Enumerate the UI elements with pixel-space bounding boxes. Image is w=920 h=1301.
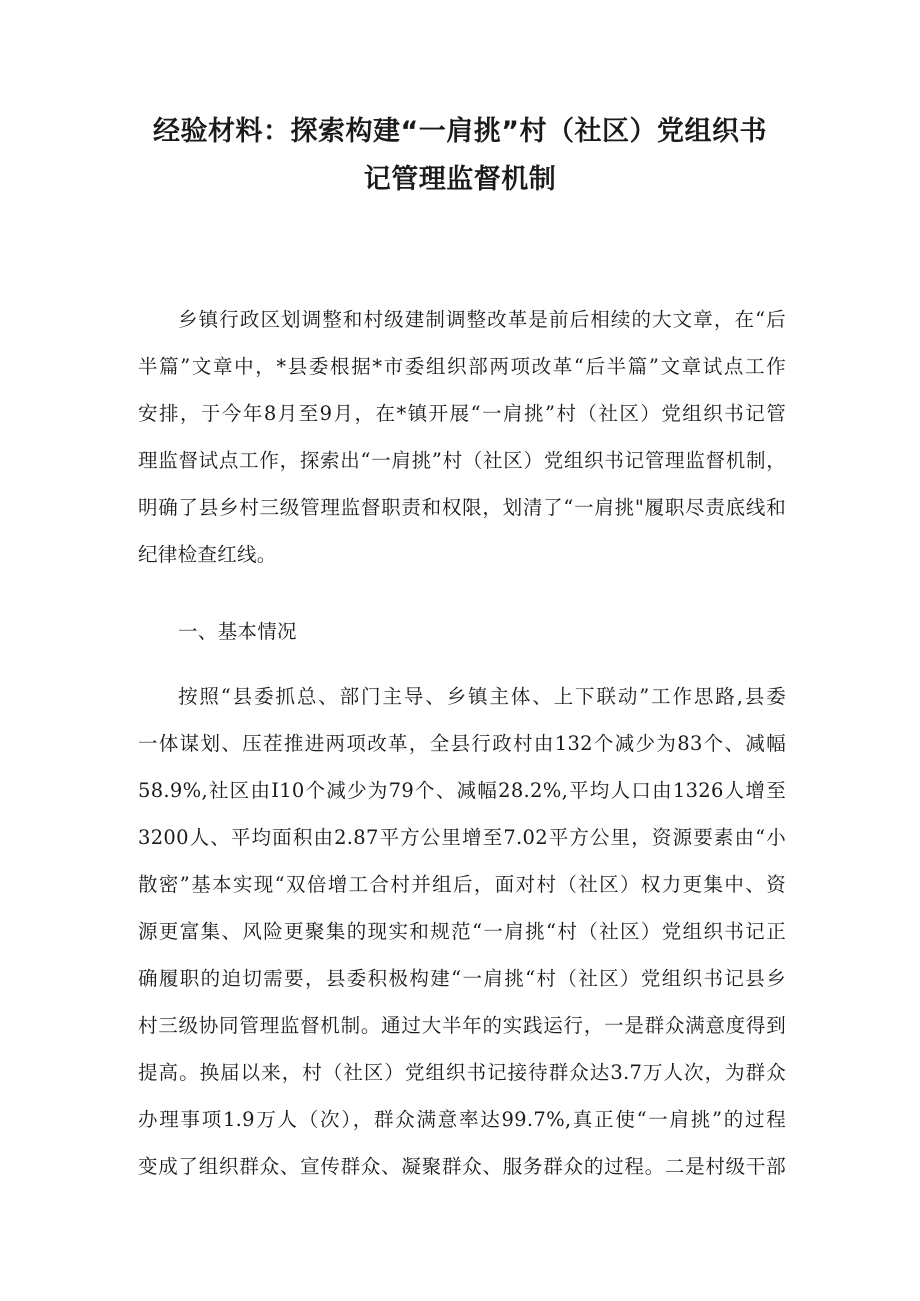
paragraph-line: 确履职的迫切需要，县委积极构建“一肩挑“村（社区）党组织书记县乡 [138,967,786,990]
document-title [130,108,790,204]
paragraph-line: 按照“县委抓总、部门主导、乡镇主体、上下联动”工作思路,县委 [178,685,786,708]
section-heading: 一、基本情况 [178,620,297,643]
paragraph-line: 3200人、平均面积由2.87平方公里增至7.02平方公里，资源要素由“小 [138,826,786,849]
paragraph-line: 源更富集、风险更聚集的现实和规范“一肩挑“村（社区）党组织书记正 [138,920,786,943]
title-line: 记管理监督机制 [363,164,557,195]
paragraph-line: 安排，于今年8月至9月，在*镇开展“一肩挑”村（社区）党组织书记管 [138,402,786,425]
paragraph-line: 办理事项1.9万人（次），群众满意率达99.7%,真正使“一肩挑”的过程 [138,1108,786,1131]
paragraph-line: 58.9%,社区由I10个减少为79个、减幅28.2%,平均人口由1326人增至 [138,779,786,802]
paragraph-line: 半篇”文章中，*县委根据*市委组织部两项改革“后半篇”文章试点工作 [138,355,786,378]
paragraph-line: 散密”基本实现“双倍增工合村并组后，面对村（社区）权力更集中、资 [138,873,786,896]
paragraph-line: 一体谋划、压茬推进两项改革，全县行政村由132个减少为83个、减幅 [138,732,786,755]
paragraph-line: 理监督试点工作，探索出“一肩挑”村（社区）党组织书记管理监督机制， [138,449,786,472]
paragraph-line: 乡镇行政区划调整和村级建制调整改革是前后相续的大文章，在“后 [178,308,786,331]
paragraph-intro [138,296,786,578]
paragraph-line: 明确了县乡村三级管理监督职责和权限，划清了“一肩挑"履职尽责底线和 [138,496,786,519]
paragraph-line: 村三级协同管理监督机制。通过大半年的实践运行，一是群众满意度得到 [138,1014,786,1037]
paragraph-basic-situation [138,673,786,1190]
paragraph-line: 变成了组织群众、宣传群众、凝聚群众、服务群众的过程。二是村级干部 [138,1155,786,1178]
paragraph-line: 提高。换届以来，村（社区）党组织书记接待群众达3.7万人次，为群众 [138,1061,786,1084]
title-line: 经验材料：探索构建“一肩挑”村（社区）党组织书 [153,116,767,147]
paragraph-line: 纪律检查红线。 [138,543,277,566]
